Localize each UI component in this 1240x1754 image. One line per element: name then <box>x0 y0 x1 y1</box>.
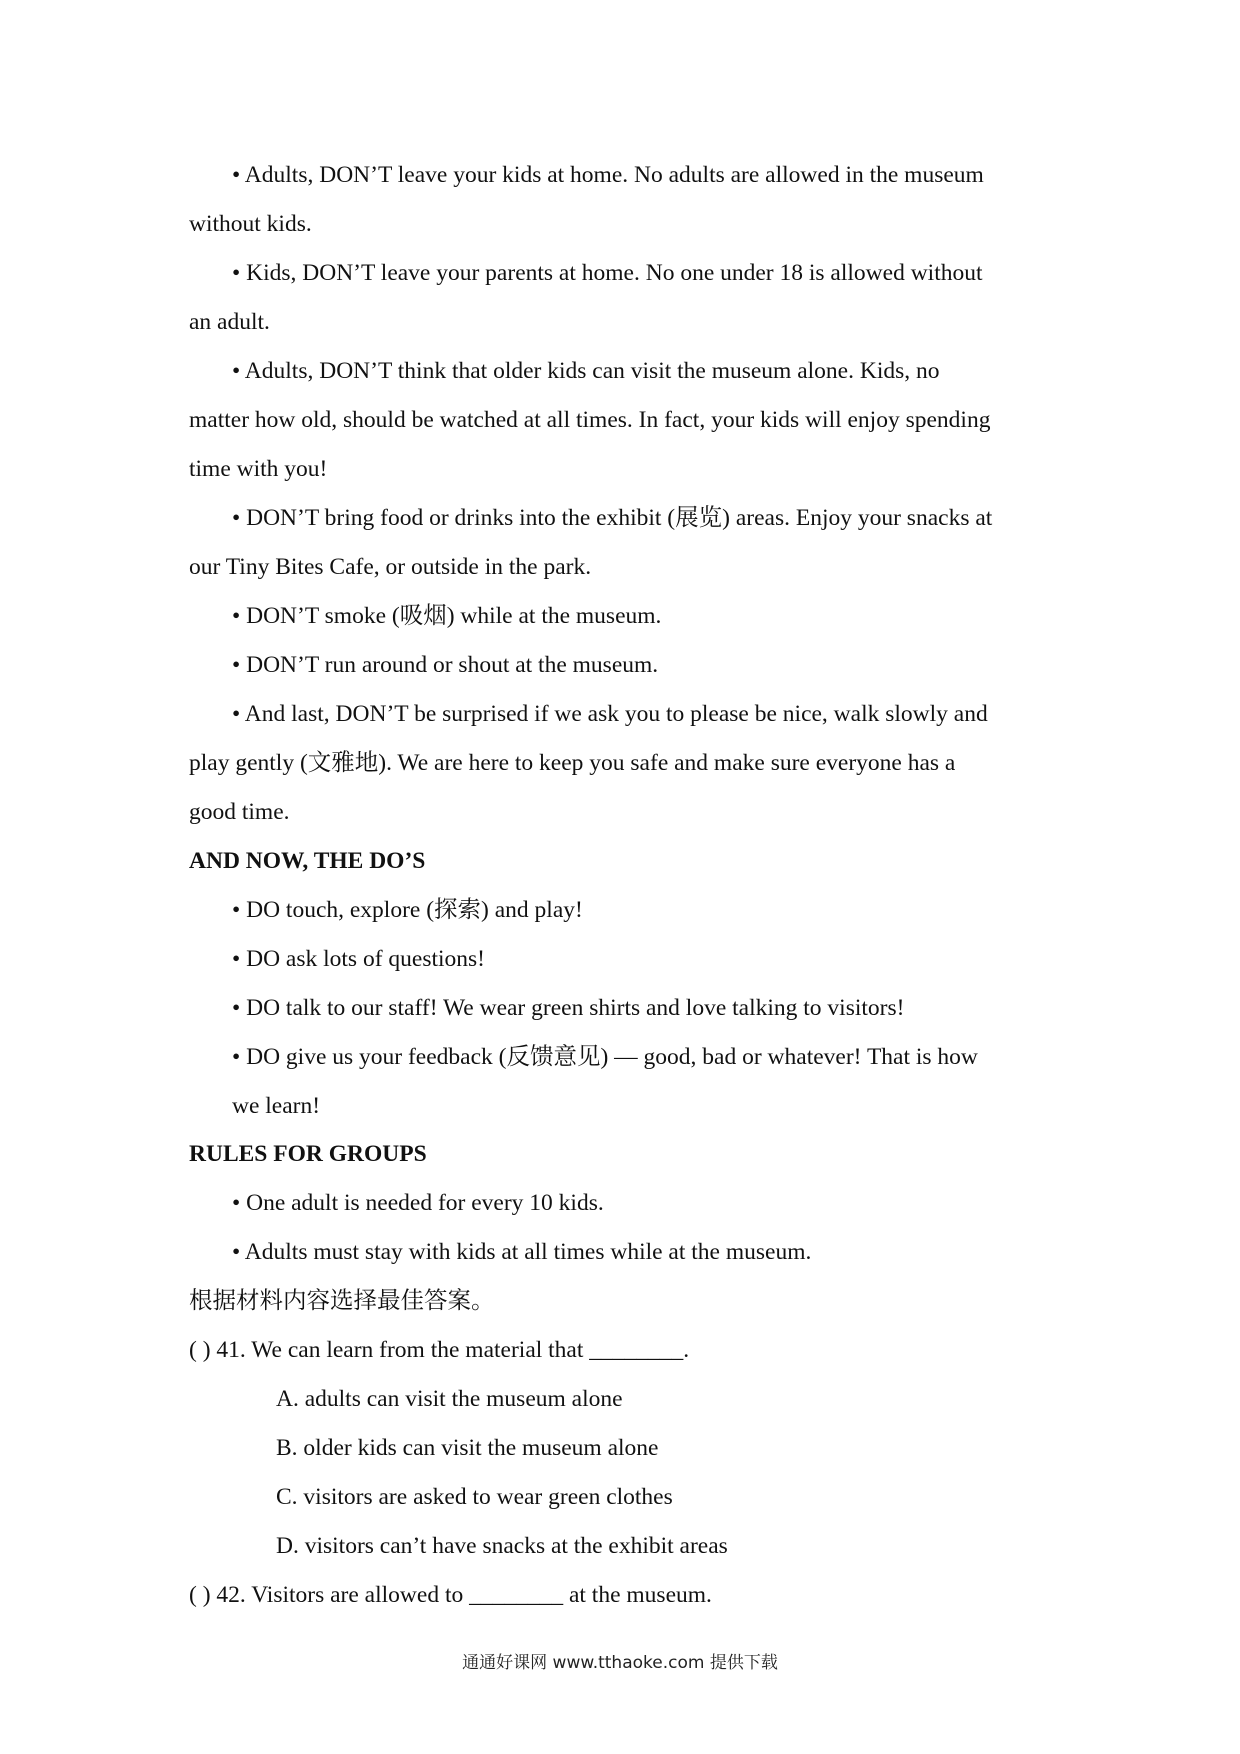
rule-be-nice: • And last, DON’T be surprised if we ask you to please be nice, walk slowly and <box>232 701 988 727</box>
option-41-b: B. older kids can visit the museum alone <box>276 1435 659 1461</box>
rule-no-run: • DON’T run around or shout at the museum. <box>232 652 659 678</box>
instruction: 根据材料内容选择最佳答案。 <box>189 1288 495 1314</box>
question-42: ( ) 42. Visitors are allowed to ________ at the museum. <box>189 1582 712 1608</box>
do-feedback-cont: we learn! <box>232 1093 321 1119</box>
rule-older-kids-cont-1: matter how old, should be watched at all times. In fact, your kids will enjoy spending <box>189 407 991 433</box>
option-41-d: D. visitors can’t have snacks at the exhibit areas <box>276 1533 728 1559</box>
rule-adults-no-kids-cont: without kids. <box>189 211 312 237</box>
rule-older-kids-cont-2: time with you! <box>189 456 328 482</box>
heading-dos: AND NOW, THE DO’S <box>189 848 426 874</box>
rule-be-nice-cont-1: play gently (文雅地). We are here to keep you safe and make sure everyone has a <box>189 750 956 776</box>
rule-adults-no-kids: • Adults, DON’T leave your kids at home. No adults are allowed in the museum <box>232 162 984 188</box>
option-41-c: C. visitors are asked to wear green clothes <box>276 1484 673 1510</box>
rule-be-nice-cont-2: good time. <box>189 799 290 825</box>
rule-no-food: • DON’T bring food or drinks into the exhibit (展览) areas. Enjoy your snacks at <box>232 505 993 531</box>
do-feedback: • DO give us your feedback (反馈意见) — good, bad or whatever! That is how <box>232 1044 978 1070</box>
heading-groups: RULES FOR GROUPS <box>189 1141 427 1167</box>
rule-older-kids: • Adults, DON’T think that older kids can visit the museum alone. Kids, no <box>232 358 940 384</box>
rule-no-smoke: • DON’T smoke (吸烟) while at the museum. <box>232 603 662 629</box>
option-41-a: A. adults can visit the museum alone <box>276 1386 623 1412</box>
group-rule-1: • One adult is needed for every 10 kids. <box>232 1190 604 1216</box>
do-talk: • DO talk to our staff! We wear green shirts and love talking to visitors! <box>232 995 905 1021</box>
rule-no-food-cont: our Tiny Bites Cafe, or outside in the park. <box>189 554 592 580</box>
do-ask: • DO ask lots of questions! <box>232 946 486 972</box>
page-footer: 通通好课网 www.tthaoke.com 提供下载 <box>462 1653 778 1673</box>
do-touch: • DO touch, explore (探索) and play! <box>232 897 583 923</box>
group-rule-2: • Adults must stay with kids at all times while at the museum. <box>232 1239 812 1265</box>
rule-kids-no-parents: • Kids, DON’T leave your parents at home. No one under 18 is allowed without <box>232 260 983 286</box>
rule-kids-no-parents-cont: an adult. <box>189 309 270 335</box>
question-41: ( ) 41. We can learn from the material that ________. <box>189 1337 690 1363</box>
